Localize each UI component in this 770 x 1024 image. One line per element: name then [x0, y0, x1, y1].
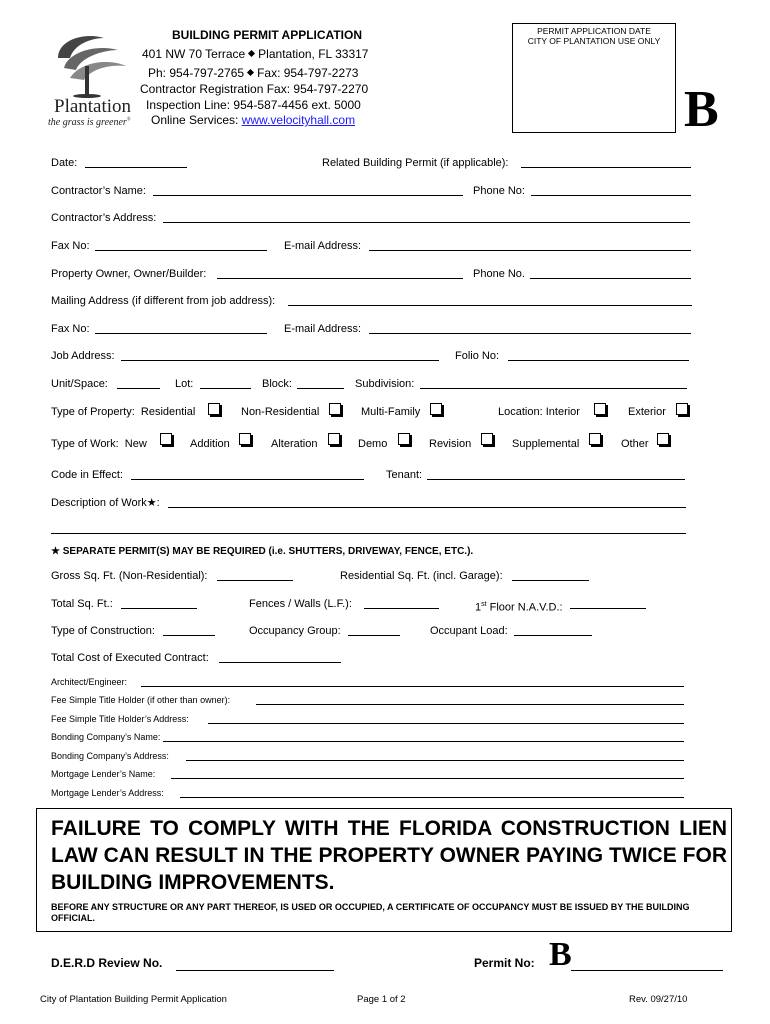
demo-checkbox[interactable]: [398, 433, 410, 445]
bonding-name-label: Bonding Company’s Name:: [51, 732, 161, 742]
phone-label: Phone No:: [473, 185, 525, 197]
floor-navd-field[interactable]: [570, 608, 646, 609]
occupancy-group-label: Occupancy Group:: [249, 625, 341, 637]
unit-label: Unit/Space:: [51, 378, 108, 390]
footer-page: Page 1 of 2: [357, 994, 406, 1005]
mailing-address-label: Mailing Address (if different from job address):: [51, 295, 276, 307]
description-field[interactable]: [168, 507, 686, 508]
mortgage-name-field[interactable]: [171, 778, 684, 779]
header-online-services: Online Services: www.velocityhall.com: [151, 113, 356, 127]
mailing-address-field[interactable]: [288, 305, 692, 306]
residential-sqft-label: Residential Sq. Ft. (incl. Garage):: [340, 570, 503, 582]
fax-label: Fax No:: [51, 240, 90, 252]
new-checkbox[interactable]: [160, 433, 172, 445]
lien-law-warning-box: [36, 808, 732, 932]
tree-icon: [44, 28, 140, 98]
lot-label: Lot:: [175, 378, 194, 390]
phone2-field[interactable]: [530, 278, 691, 279]
phone2-label: Phone No.: [473, 268, 525, 280]
multi-family-label: Multi-Family: [361, 406, 421, 418]
addition-checkbox[interactable]: [239, 433, 251, 445]
contractor-name-label: Contractor’s Name:: [51, 185, 146, 197]
certificate-occupancy-note: BEFORE ANY STRUCTURE OR ANY PART THEREOF, IS USED OR OCCUPIED, A CERTIFICATE OF OCCUPANCY MUST BE ISSUED BY THE BUILDING OFFICIAL.: [51, 902, 690, 923]
folio-label: Folio No:: [455, 350, 500, 362]
description-label: Description of Work★:: [51, 497, 160, 509]
date-box-line1: PERMIT APPLICATION DATE: [537, 26, 651, 36]
separate-permit-note: ★ SEPARATE PERMIT(S) MAY BE REQUIRED (i.e. SHUTTERS, DRIVEWAY, FENCE, ETC.).: [51, 546, 474, 557]
architect-field[interactable]: [141, 686, 684, 687]
job-address-field[interactable]: [121, 360, 439, 361]
contractor-name-field[interactable]: [153, 195, 463, 196]
non-residential-label: Non-Residential: [241, 406, 320, 418]
supplemental-label: Supplemental: [512, 438, 580, 450]
date-field[interactable]: [85, 167, 187, 168]
addition-label: Addition: [190, 438, 230, 450]
fences-label: Fences / Walls (L.F.):: [249, 598, 352, 610]
lot-field[interactable]: [200, 388, 251, 389]
permit-no-field[interactable]: [571, 970, 723, 971]
star-icon: ★: [51, 546, 60, 557]
floor-navd-label: 1st Floor N.A.V.D.:: [475, 601, 563, 614]
email-field[interactable]: [369, 250, 691, 251]
email-label: E-mail Address:: [284, 240, 362, 252]
footer-title: City of Plantation Building Permit Application: [40, 994, 227, 1005]
related-permit-label: Related Building Permit (if applicable):: [322, 157, 509, 169]
total-sqft-field[interactable]: [121, 608, 197, 609]
other-checkbox[interactable]: [657, 433, 669, 445]
exterior-label: Exterior: [628, 406, 666, 418]
diamond-icon: [247, 69, 254, 76]
mortgage-address-field[interactable]: [180, 797, 684, 798]
header-title: BUILDING PERMIT APPLICATION: [172, 28, 362, 42]
multi-family-checkbox[interactable]: [430, 403, 442, 415]
fee-holder-field[interactable]: [256, 704, 684, 705]
location-label: Location: Interior: [498, 406, 580, 418]
work-type-label: Type of Work: New: [51, 438, 147, 450]
footer-revision: Rev. 09/27/10: [629, 994, 688, 1005]
construction-type-field[interactable]: [163, 635, 215, 636]
block-label: Block:: [262, 378, 292, 390]
header-phone-fax: Ph: 954-797-2765 Fax: 954-797-2273: [148, 66, 359, 80]
subdivision-label: Subdivision:: [355, 378, 415, 390]
derd-review-field[interactable]: [176, 970, 334, 971]
residential-checkbox[interactable]: [208, 403, 220, 415]
header-address: 401 NW 70 Terrace Plantation, FL 33317: [142, 47, 369, 61]
permit-date-box: [512, 23, 676, 133]
date-label: Date:: [51, 157, 78, 169]
architect-label: Architect/Engineer:: [51, 677, 128, 687]
permit-letter: B: [549, 936, 572, 973]
fee-holder-address-field[interactable]: [208, 723, 684, 724]
subdivision-field[interactable]: [420, 388, 687, 389]
date-box-line2: CITY OF PLANTATION USE ONLY: [527, 36, 661, 46]
gross-sqft-field[interactable]: [217, 580, 293, 581]
total-cost-field[interactable]: [219, 662, 341, 663]
contractor-address-label: Contractor’s Address:: [51, 212, 157, 224]
alteration-label: Alteration: [271, 438, 318, 450]
occupancy-group-field[interactable]: [348, 635, 400, 636]
gross-sqft-label: Gross Sq. Ft. (Non-Residential):: [51, 570, 208, 582]
diamond-icon: [248, 50, 255, 57]
bonding-address-field[interactable]: [186, 760, 684, 761]
block-field[interactable]: [297, 388, 344, 389]
fee-holder-address-label: Fee Simple Title Holder’s Address:: [51, 714, 189, 724]
property-owner-field[interactable]: [217, 278, 463, 279]
supplemental-checkbox[interactable]: [589, 433, 601, 445]
header-contractor-fax: Contractor Registration Fax: 954-797-2270: [140, 82, 369, 96]
code-label: Code in Effect:: [51, 469, 123, 481]
total-cost-label: Total Cost of Executed Contract:: [51, 652, 209, 664]
folio-field[interactable]: [508, 360, 689, 361]
construction-type-label: Type of Construction:: [51, 625, 155, 637]
occupant-load-label: Occupant Load:: [430, 625, 508, 637]
property-owner-label: Property Owner, Owner/Builder:: [51, 268, 207, 280]
total-sqft-label: Total Sq. Ft.:: [51, 598, 113, 610]
alteration-checkbox[interactable]: [328, 433, 340, 445]
star-icon: ★: [146, 497, 157, 509]
fee-holder-label: Fee Simple Title Holder (if other than owner):: [51, 695, 231, 705]
permit-no-label: Permit No:: [474, 956, 535, 970]
tenant-field[interactable]: [427, 479, 685, 480]
form-letter: B: [684, 81, 719, 138]
non-residential-checkbox[interactable]: [329, 403, 341, 415]
related-permit-field[interactable]: [521, 167, 691, 168]
mortgage-name-label: Mortgage Lender’s Name:: [51, 769, 156, 779]
unit-field[interactable]: [117, 388, 160, 389]
property-type-label: Type of Property: Residential: [51, 406, 196, 418]
fences-field[interactable]: [364, 608, 439, 609]
mortgage-address-label: Mortgage Lender’s Address:: [51, 788, 164, 798]
fax2-label: Fax No:: [51, 323, 90, 335]
plantation-logo: [44, 28, 140, 134]
exterior-checkbox[interactable]: [676, 403, 688, 415]
header-inspection-line: Inspection Line: 954-587-4456 ext. 5000: [146, 98, 361, 112]
fax-field[interactable]: [95, 250, 267, 251]
contractor-address-field[interactable]: [163, 222, 690, 223]
bonding-address-label: Bonding Company’s Address:: [51, 751, 169, 761]
revision-checkbox[interactable]: [481, 433, 493, 445]
occupant-load-field[interactable]: [514, 635, 592, 636]
phone-field[interactable]: [531, 195, 691, 196]
description-field-line2[interactable]: [51, 533, 686, 534]
job-address-label: Job Address:: [51, 350, 115, 362]
email2-label: E-mail Address:: [284, 323, 362, 335]
velocityhall-link[interactable]: www.velocityhall.com: [241, 113, 356, 127]
residential-sqft-field[interactable]: [512, 580, 589, 581]
logo-name: Plantation: [54, 96, 132, 117]
revision-label: Revision: [429, 438, 472, 450]
code-field[interactable]: [131, 479, 364, 480]
logo-tagline: the grass is greener®: [48, 117, 131, 128]
other-label: Other: [621, 438, 649, 450]
lien-law-warning: FAILURE TO COMPLY WITH THE FLORIDA CONSTRUCTION LIEN LAW CAN RESULT IN THE PROPERTY OWNER PAYING TWICE FOR BUILDING IMPROVEMENTS.: [51, 817, 727, 894]
fax2-field[interactable]: [95, 333, 267, 334]
demo-label: Demo: [358, 438, 388, 450]
derd-review-label: D.E.R.D Review No.: [51, 956, 163, 970]
interior-checkbox[interactable]: [594, 403, 606, 415]
bonding-name-field[interactable]: [163, 741, 684, 742]
email2-field[interactable]: [369, 333, 691, 334]
tenant-label: Tenant:: [386, 469, 423, 481]
